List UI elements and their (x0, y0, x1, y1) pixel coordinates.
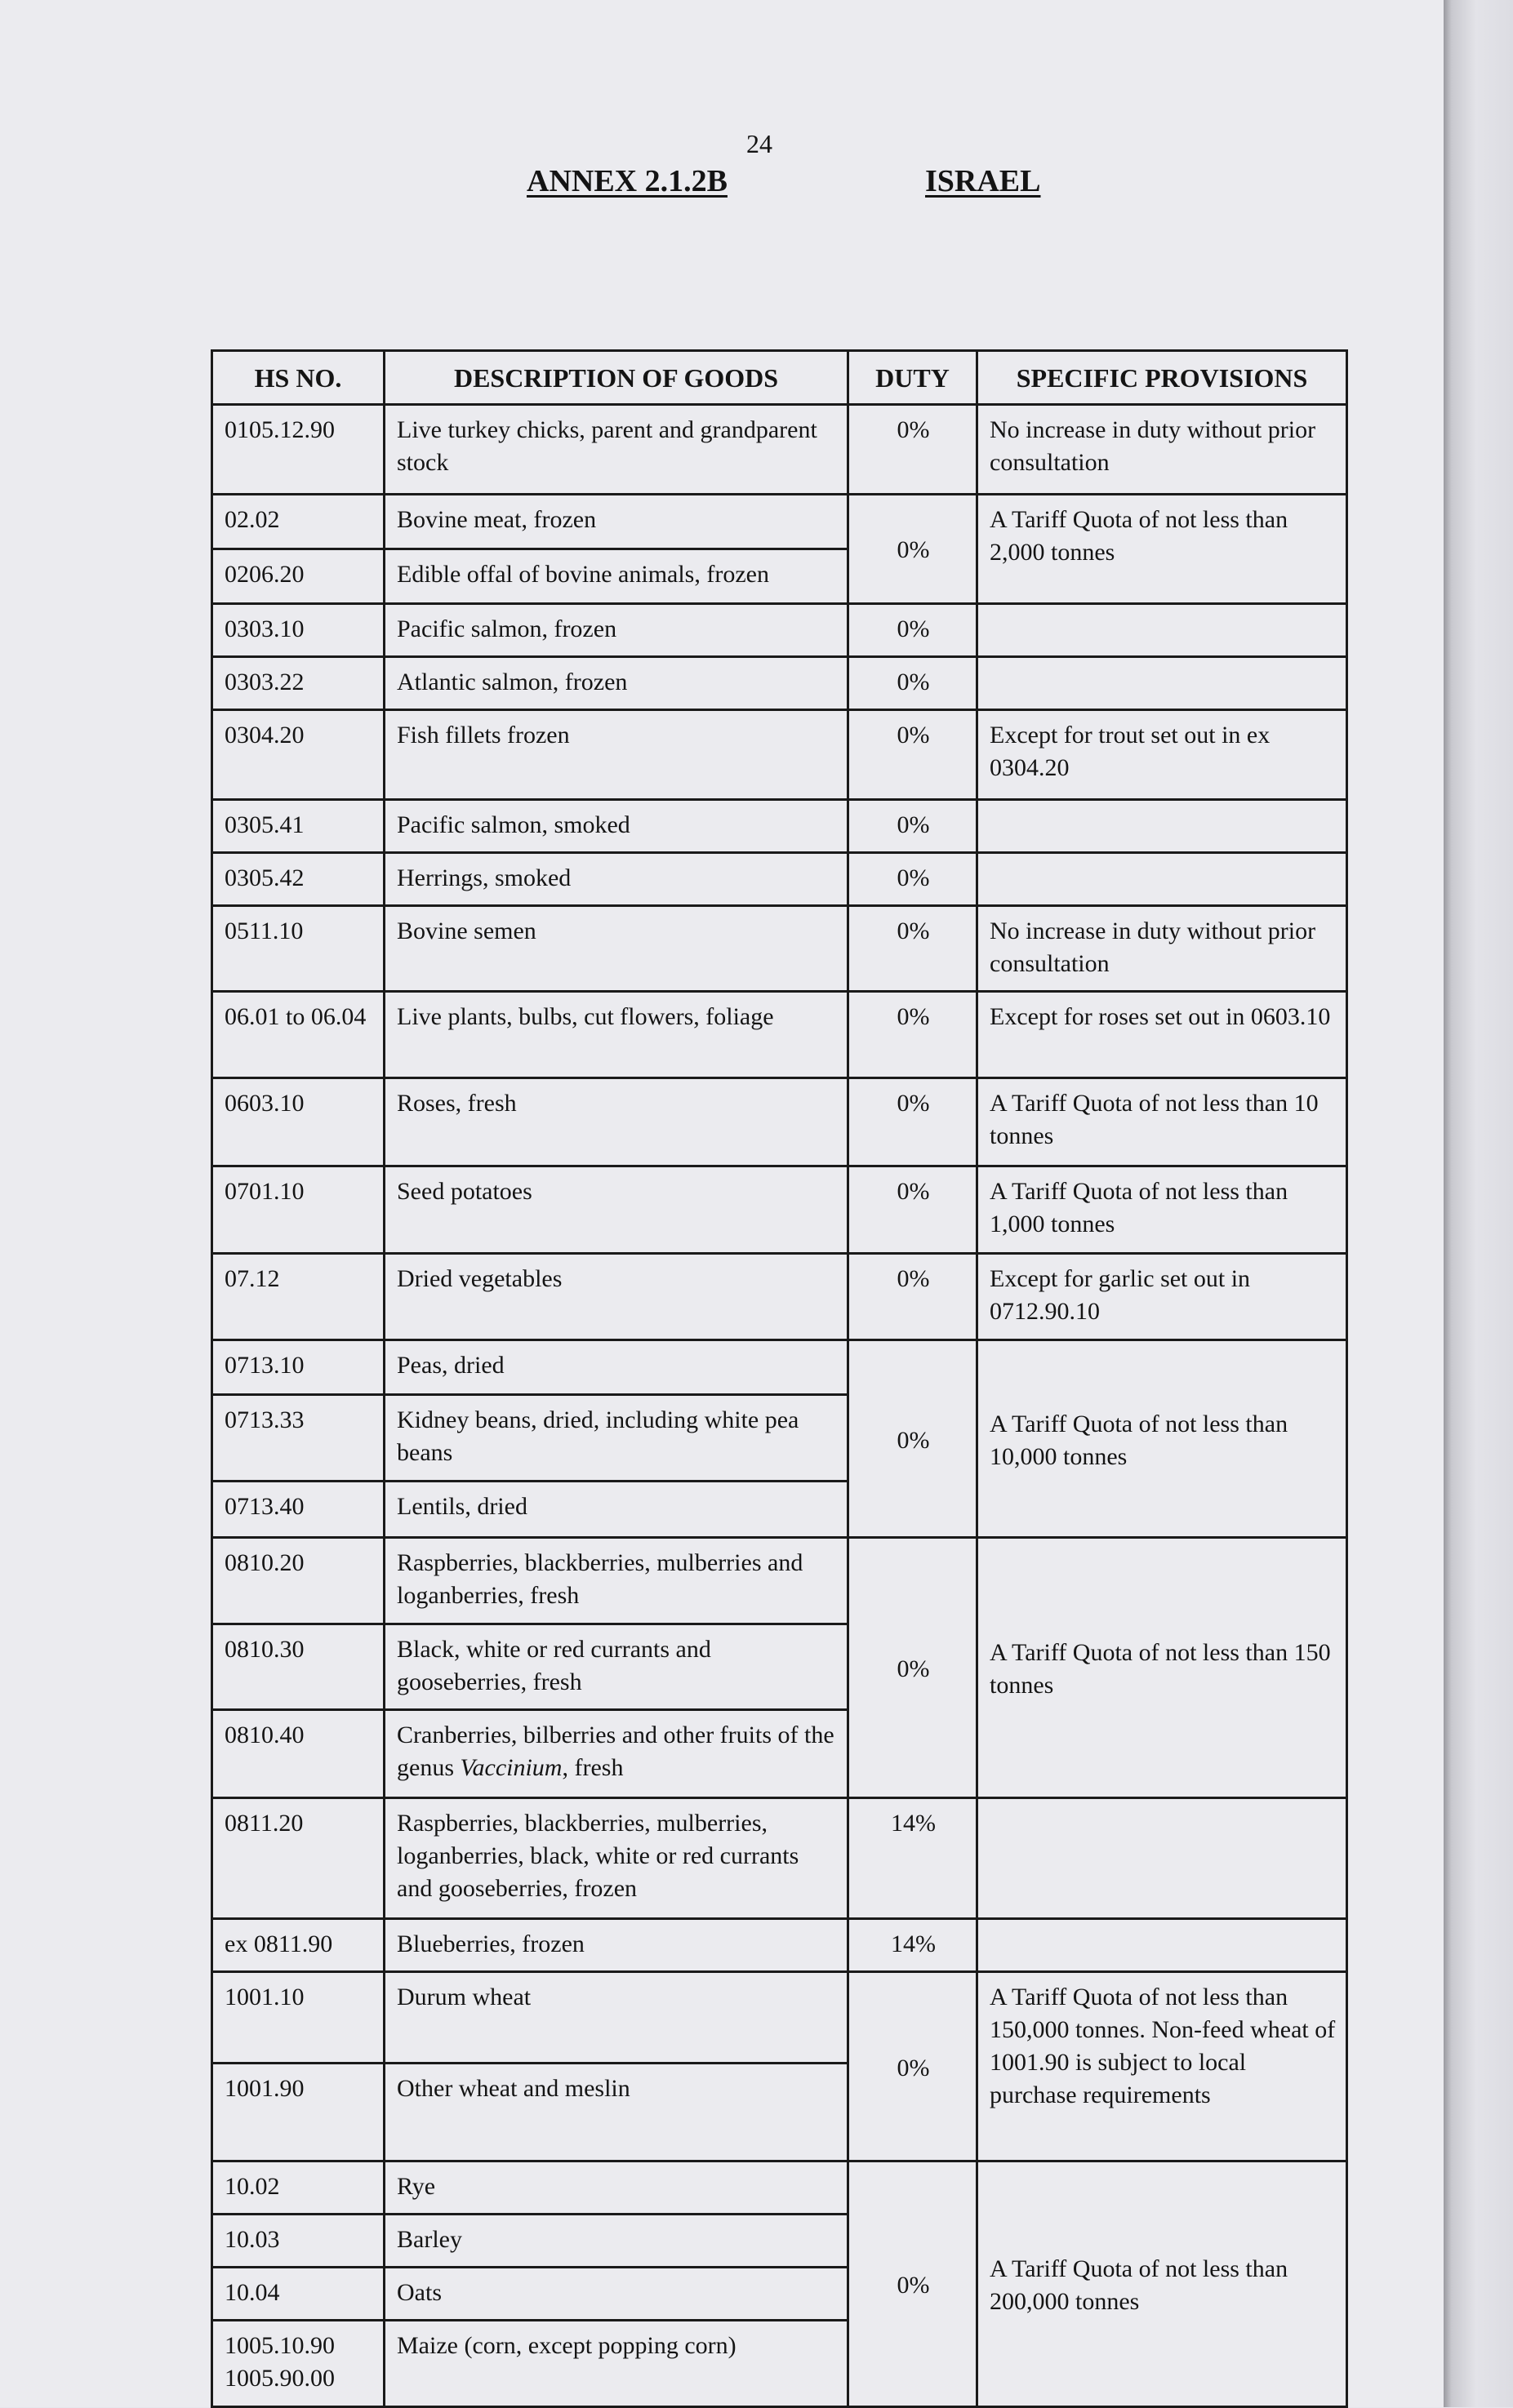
goods-description: Peas, dried (385, 1340, 848, 1395)
hs-code: 1005.10.90 1005.90.00 (212, 2321, 385, 2407)
specific-provision: Except for trout set out in ex 0304.20 (977, 709, 1347, 799)
goods-description: Edible offal of bovine animals, frozen (385, 549, 848, 603)
goods-description: Black, white or red currants and gooseberries, fresh (385, 1624, 848, 1710)
duty-rate: 0% (848, 852, 977, 905)
goods-description: Pacific salmon, frozen (385, 603, 848, 656)
goods-description: Bovine semen (385, 905, 848, 992)
specific-provision (977, 852, 1347, 905)
country-heading: ISRAEL (925, 164, 1041, 198)
table-row (212, 656, 1347, 709)
specific-provision: A Tariff Quota of not less than 150 tonnes (977, 1537, 1347, 1797)
hs-code: 0305.41 (212, 799, 385, 852)
specific-provision: Except for roses set out in 0603.10 (977, 992, 1347, 1078)
table-row (212, 1798, 1347, 1919)
table-row (212, 992, 1347, 1078)
column-header-description: DESCRIPTION OF GOODS (385, 351, 848, 405)
table-row (212, 1919, 1347, 1972)
goods-description: Seed potatoes (385, 1166, 848, 1254)
goods-description: Blueberries, frozen (385, 1919, 848, 1972)
column-header-duty: DUTY (848, 351, 977, 405)
table-row (212, 905, 1347, 992)
hs-code: ex 0811.90 (212, 1919, 385, 1972)
hs-code: 0713.40 (212, 1481, 385, 1537)
goods-description: Rye (385, 2161, 848, 2215)
hs-code: 0304.20 (212, 709, 385, 799)
hs-code: 06.01 to 06.04 (212, 992, 385, 1078)
table-row (212, 1537, 1347, 1624)
specific-provision (977, 603, 1347, 656)
duty-rate: 0% (848, 1340, 977, 1538)
goods-description: Live plants, bulbs, cut flowers, foliage (385, 992, 848, 1078)
hs-code: 0603.10 (212, 1078, 385, 1166)
specific-provision: A Tariff Quota of not less than 10,000 tonnes (977, 1340, 1347, 1538)
duty-rate: 0% (848, 2161, 977, 2407)
goods-description: Barley (385, 2215, 848, 2268)
duty-rate: 0% (848, 1537, 977, 1797)
duty-rate: 0% (848, 656, 977, 709)
hs-code: 0511.10 (212, 905, 385, 992)
goods-description: Raspberries, blackberries, mulberries, loganberries, black, white or red currants and gooseberries, frozen (385, 1798, 848, 1919)
hs-code: 0810.20 (212, 1537, 385, 1624)
hs-code: 0810.30 (212, 1624, 385, 1710)
table-row (212, 1340, 1347, 1395)
hs-code: 1001.90 (212, 2064, 385, 2161)
goods-description: Atlantic salmon, frozen (385, 656, 848, 709)
specific-provision (977, 1798, 1347, 1919)
specific-provision: A Tariff Quota of not less than 200,000 tonnes (977, 2161, 1347, 2407)
hs-code: 0811.20 (212, 1798, 385, 1919)
hs-code: 10.04 (212, 2268, 385, 2321)
duty-rate: 0% (848, 603, 977, 656)
specific-provision (977, 799, 1347, 852)
specific-provision: Except for garlic set out in 0712.90.10 (977, 1254, 1347, 1340)
goods-description: Kidney beans, dried, including white pea beans (385, 1395, 848, 1482)
duty-rate: 0% (848, 1166, 977, 1254)
goods-description: Raspberries, blackberries, mulberries and loganberries, fresh (385, 1537, 848, 1624)
duty-rate: 0% (848, 905, 977, 992)
hs-code: 07.12 (212, 1254, 385, 1340)
goods-description: Durum wheat (385, 1972, 848, 2064)
specific-provision (977, 656, 1347, 709)
hs-code: 0305.42 (212, 852, 385, 905)
table-row (212, 603, 1347, 656)
specific-provision: A Tariff Quota of not less than 150,000 tonnes. Non-feed wheat of 1001.90 is subject to local purchase requirements (977, 1972, 1347, 2161)
duty-rate: 0% (848, 1972, 977, 2161)
table-row (212, 2161, 1347, 2215)
goods-description: Pacific salmon, smoked (385, 799, 848, 852)
goods-description: Oats (385, 2268, 848, 2321)
hs-code: 10.02 (212, 2161, 385, 2215)
table-row (212, 799, 1347, 852)
table-row (212, 1078, 1347, 1166)
goods-description: Dried vegetables (385, 1254, 848, 1340)
column-header-hs: HS NO. (212, 351, 385, 405)
annex-heading: ANNEX 2.1.2B (527, 164, 728, 198)
hs-code: 0713.10 (212, 1340, 385, 1395)
duty-rate: 0% (848, 709, 977, 799)
tariff-table (211, 349, 1348, 2408)
duty-rate: 0% (848, 992, 977, 1078)
hs-code: 0105.12.90 (212, 405, 385, 495)
goods-description: Fish fillets frozen (385, 709, 848, 799)
goods-description: Bovine meat, frozen (385, 494, 848, 549)
goods-description: Maize (corn, except popping corn) (385, 2321, 848, 2407)
book-spine-shadow (1444, 0, 1513, 2407)
specific-provision: A Tariff Quota of not less than 2,000 tonnes (977, 494, 1347, 603)
table-row (212, 709, 1347, 799)
hs-code: 0810.40 (212, 1710, 385, 1798)
goods-description: Herrings, smoked (385, 852, 848, 905)
duty-rate: 0% (848, 494, 977, 603)
specific-provision: No increase in duty without prior consultation (977, 905, 1347, 992)
hs-code: 1001.10 (212, 1972, 385, 2064)
hs-code: 0713.33 (212, 1395, 385, 1482)
hs-code: 0206.20 (212, 549, 385, 603)
table-header-row (212, 351, 1347, 405)
goods-description: Lentils, dried (385, 1481, 848, 1537)
hs-code: 10.03 (212, 2215, 385, 2268)
goods-description: Live turkey chicks, parent and grandparent stock (385, 405, 848, 495)
duty-rate: 0% (848, 405, 977, 495)
specific-provision (977, 1919, 1347, 1972)
duty-rate: 0% (848, 1078, 977, 1166)
hs-code: 0701.10 (212, 1166, 385, 1254)
hs-code: 02.02 (212, 494, 385, 549)
table-row (212, 405, 1347, 495)
table-row (212, 1972, 1347, 2064)
description-text: , fresh (562, 1754, 624, 1782)
column-header-provisions: SPECIFIC PROVISIONS (977, 351, 1347, 405)
table-row (212, 852, 1347, 905)
specific-provision: A Tariff Quota of not less than 10 tonnes (977, 1078, 1347, 1166)
hs-code: 0303.22 (212, 656, 385, 709)
goods-description: Other wheat and meslin (385, 2064, 848, 2161)
description-text: Cranberries, bilberries and other fruits of the genus (397, 1722, 834, 1782)
table-row (212, 1166, 1347, 1254)
goods-description (385, 1710, 848, 1798)
duty-rate: 0% (848, 1254, 977, 1340)
duty-rate: 14% (848, 1798, 977, 1919)
specific-provision: A Tariff Quota of not less than 1,000 tonnes (977, 1166, 1347, 1254)
goods-description: Roses, fresh (385, 1078, 848, 1166)
specific-provision: No increase in duty without prior consultation (977, 405, 1347, 495)
page-number: 24 (746, 129, 772, 158)
table-row (212, 1254, 1347, 1340)
hs-code: 0303.10 (212, 603, 385, 656)
duty-rate: 14% (848, 1919, 977, 1972)
table-row (212, 494, 1347, 549)
genus-name: Vaccinium (460, 1754, 563, 1782)
duty-rate: 0% (848, 799, 977, 852)
